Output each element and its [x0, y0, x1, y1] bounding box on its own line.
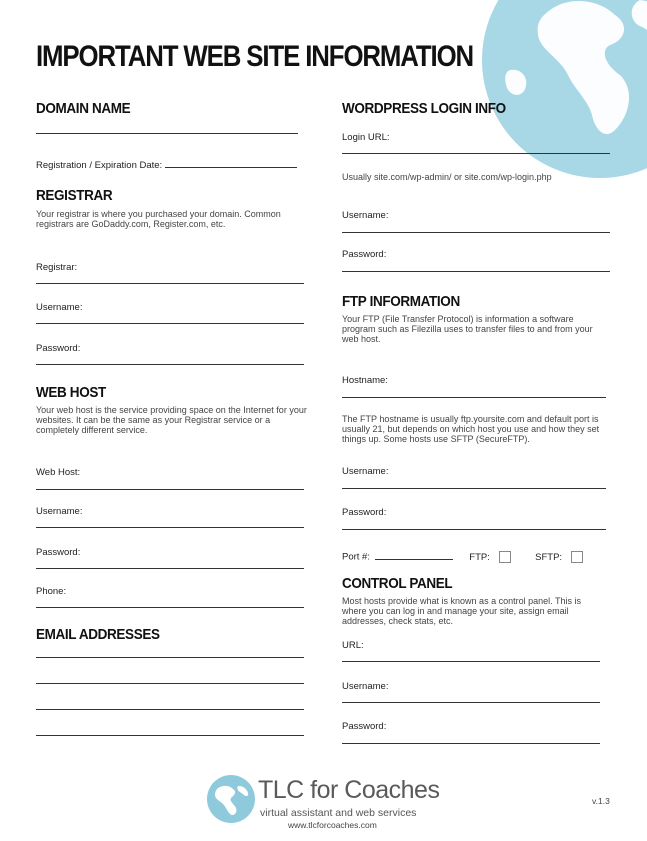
- registrar-line[interactable]: [36, 283, 304, 284]
- control-panel-url-label: URL:: [342, 640, 364, 651]
- web-host-phone-label: Phone:: [36, 586, 67, 597]
- page-title: IMPORTANT WEB SITE INFORMATION: [36, 40, 474, 73]
- web-host-heading: WEB HOST: [36, 384, 106, 401]
- ftp-port-row: [342, 551, 583, 563]
- ftp-username-label: Username:: [342, 466, 389, 477]
- wordpress-username-line[interactable]: [342, 232, 610, 233]
- wordpress-password-label: Password:: [342, 249, 387, 260]
- email-line-2[interactable]: [36, 683, 304, 684]
- registrar-label: Registrar:: [36, 262, 78, 273]
- ftp-checkbox[interactable]: [499, 551, 511, 563]
- brand-name: TLC for Coaches: [258, 776, 440, 804]
- web-host-phone-line[interactable]: [36, 607, 304, 608]
- control-panel-heading: CONTROL PANEL: [342, 575, 453, 592]
- registrar-password-label: Password:: [36, 343, 81, 354]
- registration-date-label: Registration / Expiration Date:: [36, 160, 163, 171]
- registrar-description: Your registrar is where you purchased your domain. Common registrars are GoDaddy.com, Register.com, etc.: [36, 209, 281, 229]
- brand-tagline: virtual assistant and web services: [260, 807, 417, 819]
- ftp-hostname-note: The FTP hostname is usually ftp.yoursite.com and default port is usually 21, but depends on which host you use and how they set things up. Some hosts use SFTP (SecureFTP).: [342, 414, 600, 444]
- control-panel-password-label: Password:: [342, 721, 387, 732]
- wordpress-hint: Usually site.com/wp-admin/ or site.com/wp-login.php: [342, 172, 552, 182]
- domain-name-heading: DOMAIN NAME: [36, 100, 131, 117]
- web-host-username-line[interactable]: [36, 527, 304, 528]
- registration-date-line[interactable]: [165, 167, 297, 168]
- control-panel-url-line[interactable]: [342, 661, 600, 662]
- wordpress-login-url-label: Login URL:: [342, 132, 390, 143]
- ftp-checkbox-label: FTP:: [469, 551, 490, 563]
- web-host-label: Web Host:: [36, 467, 81, 478]
- web-host-username-label: Username:: [36, 506, 83, 517]
- brand-url: www.tlcforcoaches.com: [288, 820, 377, 830]
- sftp-checkbox[interactable]: [571, 551, 583, 563]
- email-line-4[interactable]: [36, 735, 304, 736]
- wordpress-username-label: Username:: [342, 210, 389, 221]
- registrar-heading: REGISTRAR: [36, 187, 113, 204]
- ftp-description: Your FTP (File Transfer Protocol) is information a software program such as Filezilla uses to transfer files to and from your web host.: [342, 314, 593, 344]
- footer-logo: [206, 772, 440, 834]
- ftp-password-line[interactable]: [342, 529, 606, 530]
- ftp-hostname-label: Hostname:: [342, 375, 388, 386]
- control-panel-username-line[interactable]: [342, 702, 600, 703]
- ftp-password-label: Password:: [342, 507, 387, 518]
- registrar-password-line[interactable]: [36, 364, 304, 365]
- wordpress-heading: WORDPRESS LOGIN INFO: [342, 100, 506, 117]
- web-host-line[interactable]: [36, 489, 304, 490]
- ftp-port-label: Port #:: [342, 551, 370, 563]
- web-host-password-label: Password:: [36, 547, 81, 558]
- ftp-heading: FTP INFORMATION: [342, 293, 460, 310]
- web-host-description: Your web host is the service providing space on the Internet for your websites. It can be the same as your Registrar service or a completely different service.: [36, 405, 307, 435]
- globe-icon: [206, 774, 256, 824]
- registration-date-field[interactable]: [36, 160, 297, 171]
- web-host-password-line[interactable]: [36, 568, 304, 569]
- wordpress-login-url-line[interactable]: [342, 153, 610, 154]
- control-panel-description: Most hosts provide what is known as a control panel. This is where you can log in and manage your site, assign email addresses, check stats, etc.: [342, 596, 581, 626]
- ftp-username-line[interactable]: [342, 488, 606, 489]
- sftp-checkbox-label: SFTP:: [535, 551, 563, 563]
- registrar-username-label: Username:: [36, 302, 83, 313]
- wordpress-password-line[interactable]: [342, 271, 610, 272]
- email-addresses-heading: EMAIL ADDRESSES: [36, 626, 160, 643]
- ftp-hostname-line[interactable]: [342, 397, 606, 398]
- version-label: v.1.3: [592, 796, 610, 806]
- email-line-3[interactable]: [36, 709, 304, 710]
- ftp-port-line[interactable]: [375, 559, 453, 560]
- control-panel-password-line[interactable]: [342, 743, 600, 744]
- domain-name-line[interactable]: [36, 133, 298, 134]
- registrar-username-line[interactable]: [36, 323, 304, 324]
- control-panel-username-label: Username:: [342, 681, 389, 692]
- email-line-1[interactable]: [36, 657, 304, 658]
